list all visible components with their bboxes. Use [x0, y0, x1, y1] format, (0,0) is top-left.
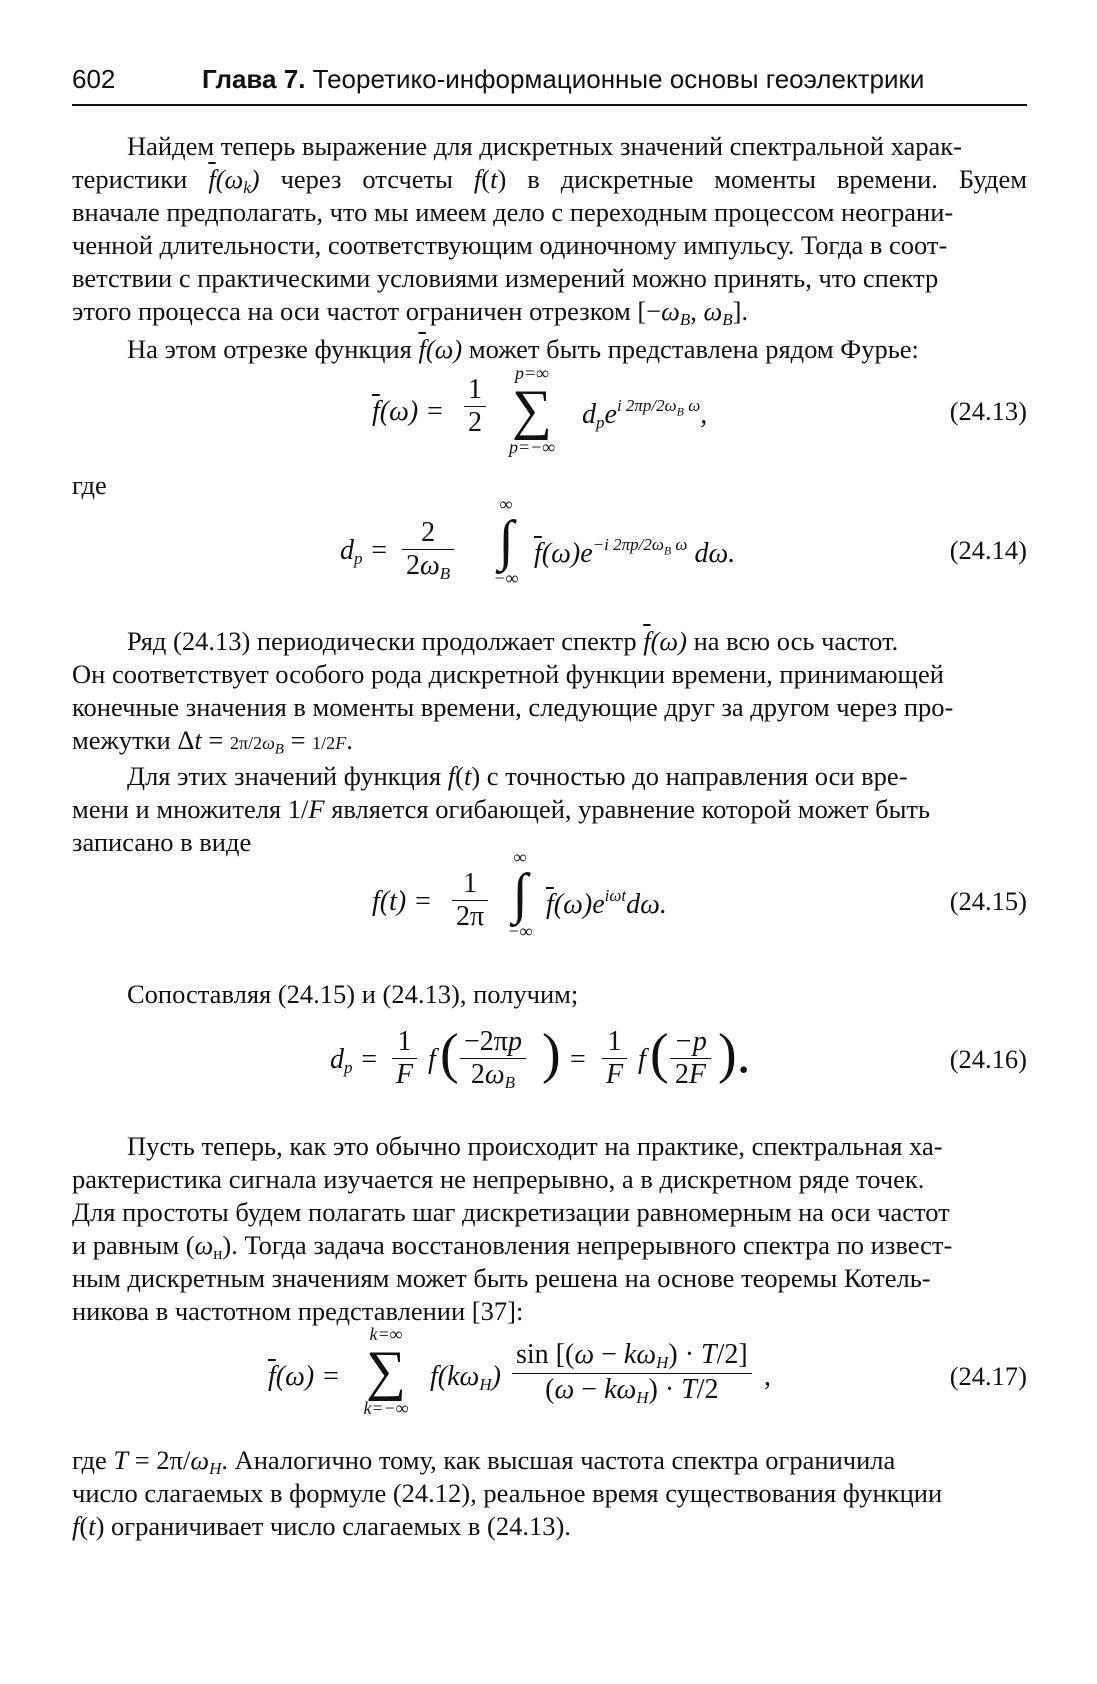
paragraph-line: Для простоты будем полагать шаг дискретизации равномерным на оси частот [72, 1197, 950, 1227]
paragraph-line: ным дискретным значениям может быть решена на основе теоремы Котель- [72, 1263, 931, 1293]
paragraph-line: этого процесса на оси частот ограничен отрезком [$-\omega_B$, $\omega_B$]. [72, 296, 749, 329]
paragraph-line: Пусть теперь, как это обычно происходит на практике, спектральная ха- [127, 1131, 943, 1161]
equation-24-16: $d_p$ = $\frac{1}{F}$ f ( $\frac{-2\pi p}{2\omega_B}$ ) = $\frac{1}{F}$ f ( $\frac{-p}{2F}$ ). (24.16) [330, 1023, 1027, 1093]
paragraph-line: Ряд (24.13) периодически продолжает спектр $\overline{f}(\omega)$ на всю ось частот. [127, 626, 899, 656]
equation-24-17: $\overline{f}(\omega)$ = k=∞ ∑ k=−∞ $f(k\omega_H)$ $\frac{\sin [(\omega - k\omega_H) \cdot T/2]}{(\omega - k\omega_H) \cdot T/2}$ , (24.17) [268, 1324, 1027, 1418]
paragraph-line: число слагаемых в формуле (24.12), реальное время существования функции [72, 1478, 943, 1508]
chapter-heading [202, 64, 924, 95]
paragraph-line: Сопоставляя (24.15) и (24.13), получим; [127, 979, 579, 1009]
paragraph-line: записано в виде [72, 827, 252, 857]
running-header [72, 60, 1027, 106]
paragraph-line: На этом отрезке функция $\overline{f}(\omega)$ может быть представлена рядом Фурье: [127, 334, 919, 364]
paragraph-line: ветствии с практическими условиями измерений можно принять, что спектр [72, 263, 939, 293]
paragraph-line: и равным $(\omega_н)$. Тогда задача восстановления непрерывного спектра по извест- [72, 1230, 953, 1263]
paragraph-line: Найдем теперь выражение для дискретных значений спектральной харак- [127, 131, 962, 161]
paragraph-line: f(t) ограничивает число слагаемых в (24.13). [72, 1511, 571, 1541]
equation-24-13: $\overline{f}(\omega)$ = $\frac{1}{2}$ p=∞ ∑ p=−∞ $d_pe^{i 2\pi p/2\omega_B \omega}$, (24.13) [372, 363, 1027, 457]
paragraph-line: никова в частотном представлении [37]: [72, 1296, 524, 1326]
paragraph-line: мени и множителя 1/F является огибающей, уравнение которой может быть [72, 794, 931, 824]
paragraph-line: Для этих значений функция f(t) с точностью до направления оси вре- [127, 761, 908, 791]
equation-24-14: $d_p$ = $\frac{2}{2\omega_B}$ ∞ ∫ −∞ $\overline{f}(\omega)e^{-i 2\pi p/2\omega_B \omega}$ dω. (24.14) [340, 494, 1027, 588]
paragraph-line: вначале предполагать, что мы имеем дело с переходным процессом неограни- [72, 197, 954, 227]
paragraph-line: где $T = 2\pi/\omega_H$. Аналогично тому, как высшая частота спектра ограничила [72, 1445, 896, 1478]
paragraph-line: ченной длительности, соответствующим одиночному импульсу. Тогда в соот- [72, 230, 948, 260]
chapter-title: Теоретико-информационные основы геоэлектрики [312, 64, 925, 94]
chapter-label: Глава 7. [202, 64, 306, 94]
page [72, 0, 1027, 1684]
equation-24-15: f(t) = $\frac{1}{2\pi}$ ∞ ∫ −∞ $\overline{f}(\omega)e^{i\omega t}d\omega$. (24.15) [372, 847, 1027, 941]
page-number: 602 [72, 64, 116, 94]
where-label: где [72, 470, 107, 500]
paragraph-line: конечные значения в моменты времени, следующие друг за другом через про- [72, 692, 954, 722]
paragraph-line: теристики $\overline{f}(\omega_k)$ через отсчеты f(t) в дискретные моменты времени. Будем [72, 164, 1028, 197]
paragraph-line: рактеристика сигнала изучается не непрерывно, а в дискретном ряде точек. [72, 1164, 925, 1194]
paragraph-line: Он соответствует особого рода дискретной функции времени, принимающей [72, 659, 944, 689]
paragraph-line: межутки $\Delta t = 2\pi/2\omega_B = 1/2F$. [72, 725, 353, 758]
